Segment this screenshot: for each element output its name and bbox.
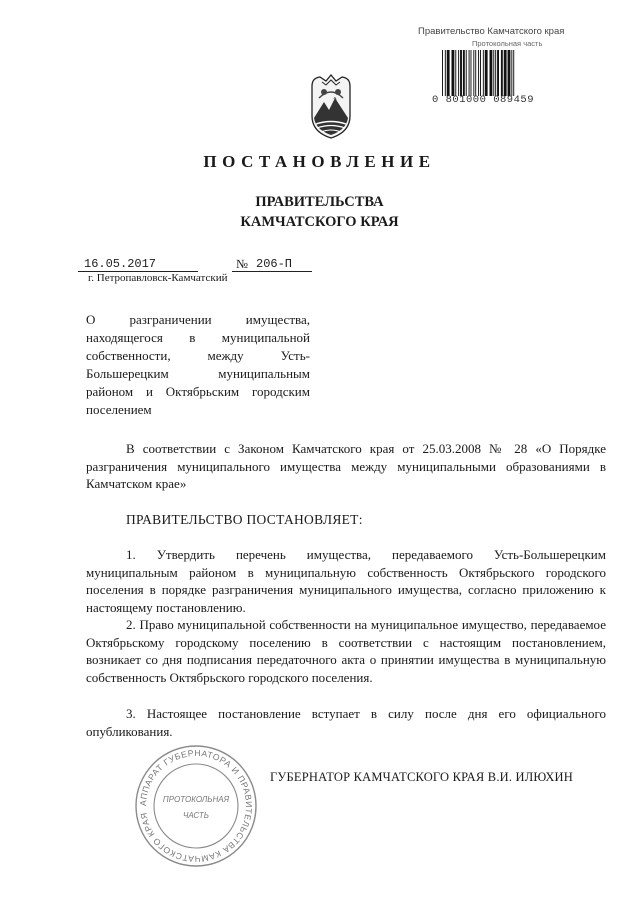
barcode-bar xyxy=(471,50,472,96)
seal-stamp xyxy=(132,742,260,870)
kamchatka-coat-of-arms-icon xyxy=(308,72,354,140)
barcode-bar xyxy=(463,50,465,96)
document-title: ПОСТАНОВЛЕНИЕ xyxy=(203,152,436,171)
barcode-bar xyxy=(452,50,455,96)
list-item xyxy=(86,616,606,686)
document-topic: О разграничении имущества, находящегося в муниципальной собственности, между Усть-Большерецким муниципальным районом и Октябрьским городским поселением xyxy=(86,312,310,417)
preamble-text: В соответствии с Законом Камчатского края от 25.03.2008 № 28 «О Порядке разграничения муниципального имущества между муниципальными образованиями в Камчатском крае» xyxy=(86,441,606,491)
number-label: № xyxy=(236,257,248,271)
barcode-bar xyxy=(480,50,481,96)
item-text: 1. Утвердить перечень имущества, передаваемого Усть-Большерецким муниципальным районом в муниципальную собственность Октябрьского городского поселения в порядке разграничения муниципального имущества, согласно приложению к настоящему постановлению. xyxy=(86,547,606,615)
barcode-bar xyxy=(508,50,511,96)
seal-center-line-1: ПРОТОКОЛЬНАЯ xyxy=(162,795,230,804)
barcode-bar xyxy=(460,50,462,96)
barcode-bar xyxy=(501,50,503,96)
barcode-bar xyxy=(483,50,484,96)
barcode-bar xyxy=(469,50,470,96)
decree-phrase: ПРАВИТЕЛЬСТВО ПОСТАНОВЛЯЕТ: xyxy=(126,512,363,527)
stamp-organization: Правительство Камчатского края xyxy=(418,26,565,37)
seal-ring-text: АППАРАТ ГУБЕРНАТОРА И ПРАВИТЕЛЬСТВА КАМЧАТСКОГО КРАЯ xyxy=(137,747,255,865)
barcode-bar xyxy=(513,50,514,96)
barcode-bar xyxy=(478,50,479,96)
svg-text:АППАРАТ ГУБЕРНАТОРА И ПРАВИТЕЛ xyxy=(138,748,254,864)
barcode-bar xyxy=(442,50,443,96)
list-item xyxy=(86,705,606,740)
preamble xyxy=(86,440,606,493)
document-city: г. Петропавловск-Камчатский xyxy=(88,272,228,284)
barcode-bar xyxy=(485,50,488,96)
barcode-bar xyxy=(497,50,499,96)
barcode-bar xyxy=(504,50,507,96)
barcode-number: 0 801000 089459 xyxy=(432,94,535,106)
barcode-bar xyxy=(493,50,494,96)
seal-center-line-2: ЧАСТЬ xyxy=(183,811,209,820)
document-subtitle xyxy=(0,192,639,232)
barcode-bar xyxy=(475,50,476,96)
barcode xyxy=(440,50,580,96)
barcode-bar xyxy=(458,50,459,96)
barcode-bar xyxy=(455,50,456,96)
list-item xyxy=(86,546,606,616)
subtitle-line-2: КАМЧАТСКОГО КРАЯ xyxy=(240,214,399,230)
stamp-department: Протокольная часть xyxy=(472,39,543,48)
subtitle-line-1: ПРАВИТЕЛЬСТВА xyxy=(255,194,384,210)
barcode-bar xyxy=(495,50,496,96)
registry-stamp xyxy=(418,26,618,48)
barcode-bar xyxy=(447,50,450,96)
barcode-bar xyxy=(466,50,467,96)
barcode-bar xyxy=(511,50,512,96)
barcode-bar xyxy=(445,50,446,96)
signature-line: ГУБЕРНАТОР КАМЧАТСКОГО КРАЯ В.И. ИЛЮХИН xyxy=(270,770,574,784)
item-text: 2. Право муниципальной собственности на муниципальное имущество, передаваемое Октябрьскому городскому поселению в соответствии с настоящим постановлением, возникает со дня подписания передаточного акта о принятии имущества в муниципальную собственность Октябрьского городского поселения. xyxy=(86,617,606,685)
document-date: 16.05.2017 xyxy=(84,257,157,271)
item-text: 3. Настоящее постановление вступает в силу после дня его официального опубликования. xyxy=(86,706,606,739)
barcode-bar xyxy=(490,50,493,96)
barcode-bar xyxy=(473,50,474,96)
document-number: 206-П xyxy=(256,257,293,271)
number-underline xyxy=(232,271,312,272)
